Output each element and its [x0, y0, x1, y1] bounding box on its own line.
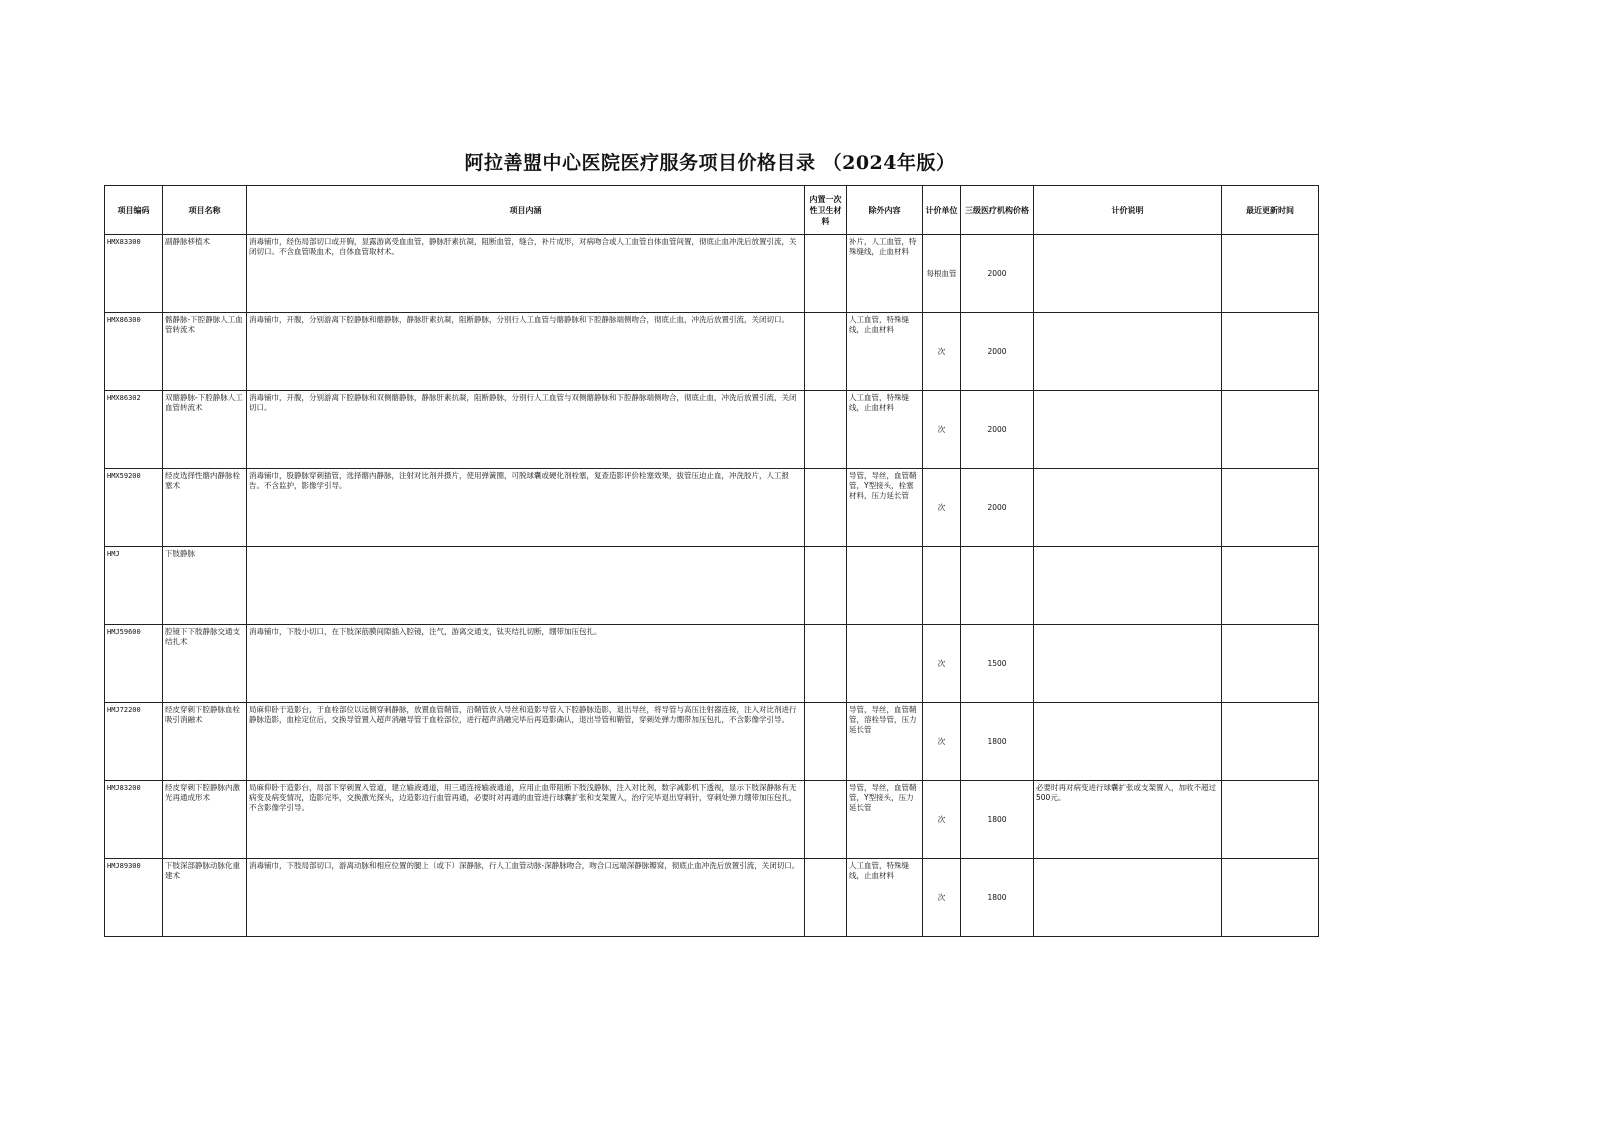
cell-excluded: 人工血管，特殊缝线，止血材料 — [847, 859, 923, 937]
cell-unit — [923, 547, 961, 625]
cell-code: HMJ59600 — [105, 625, 163, 703]
cell-unit: 次 — [923, 469, 961, 547]
cell-excluded — [847, 547, 923, 625]
cell-updated — [1222, 469, 1319, 547]
cell-name: 腔镜下下肢静脉交通支结扎术 — [163, 625, 247, 703]
cell-note — [1034, 235, 1222, 313]
cell-price: 1500 — [961, 625, 1034, 703]
table-row — [105, 235, 1319, 313]
cell-name: 下肢静脉 — [163, 547, 247, 625]
cell-included — [805, 469, 847, 547]
cell-content: 局麻仰卧于造影台，局部下穿刺置入管道，建立输液通道，用三通连接输液通道，应用止血带阻断下肢浅静脉，注入对比剂，数字减影机下透视，显示下肢深静脉有无病变及病变情况，造影完毕，交换激光探头，边造影边行血管再通，必要时对再通的血管进行球囊扩张和支架置入，治疗完毕退出穿刺针，穿刺处弹力绷带加压包扎，不含影像学引导。 — [247, 781, 805, 859]
cell-included — [805, 703, 847, 781]
cell-updated — [1222, 703, 1319, 781]
cell-excluded — [847, 625, 923, 703]
cell-excluded: 导管，导丝，血管鞘管，Y型接头，压力延长管 — [847, 781, 923, 859]
header-updated: 最近更新时间 — [1222, 186, 1319, 235]
table-row — [105, 781, 1319, 859]
cell-included — [805, 235, 847, 313]
cell-code: HMX86302 — [105, 391, 163, 469]
cell-name: 髂静脉-下腔静脉人工血管转流术 — [163, 313, 247, 391]
cell-excluded: 导管，导丝，血管鞘管，Y型接头，栓塞材料，压力延长管 — [847, 469, 923, 547]
cell-updated — [1222, 391, 1319, 469]
table-row — [105, 313, 1319, 391]
cell-updated — [1222, 313, 1319, 391]
cell-updated — [1222, 781, 1319, 859]
table-body — [105, 235, 1319, 937]
header-price: 三级医疗机构价格 — [961, 186, 1034, 235]
cell-unit: 次 — [923, 781, 961, 859]
cell-note — [1034, 703, 1222, 781]
header-name: 项目名称 — [163, 186, 247, 235]
cell-included — [805, 391, 847, 469]
cell-content: 局麻仰卧于造影台，于血栓部位以远侧穿刺静脉，放置血管鞘管，沿鞘管放入导丝和造影导管入下腔静脉造影，退出导丝，将导管与高压注射器连接，注入对比剂进行静脉造影，血栓定位后，交换导管置入超声消融导管于血栓部位，进行超声消融完毕后再造影确认，退出导管和鞘管，穿刺处弹力绷带加压包扎，不含影像学引导。 — [247, 703, 805, 781]
cell-unit: 次 — [923, 625, 961, 703]
document-title: 阿拉善盟中心医院医疗服务项目价格目录 （2024年版） — [464, 152, 956, 174]
table-row — [105, 625, 1319, 703]
cell-code: HMX59200 — [105, 469, 163, 547]
cell-code: HMX83300 — [105, 235, 163, 313]
cell-content: 消毒铺巾，开腹，分别游离下腔静脉和双侧髂静脉，静脉肝素抗凝，阻断静脉，分别行人工血管与双侧髂静脉和下腔静脉端侧吻合，彻底止血，冲洗后放置引流，关闭切口。 — [247, 391, 805, 469]
cell-updated — [1222, 859, 1319, 937]
cell-note — [1034, 391, 1222, 469]
header-content: 项目内涵 — [247, 186, 805, 235]
cell-code: HMJ83200 — [105, 781, 163, 859]
cell-updated — [1222, 625, 1319, 703]
table-row — [105, 859, 1319, 937]
cell-name: 副静脉移植术 — [163, 235, 247, 313]
cell-content: 消毒铺巾，下肢局部切口，游离动脉和相应位置的腿上（或下）深静脉，行人工血管动脉-深静脉吻合，吻合口远端深静脉瓣窝，彻底止血冲洗后放置引流，关闭切口。 — [247, 859, 805, 937]
cell-name: 经皮穿刺下腔静脉内激光再通成形术 — [163, 781, 247, 859]
cell-excluded: 补片，人工血管，特殊缝线，止血材料 — [847, 235, 923, 313]
table-row — [105, 703, 1319, 781]
cell-updated — [1222, 547, 1319, 625]
cell-unit: 每根血管 — [923, 235, 961, 313]
cell-content: 消毒铺巾，经伤局部切口或开胸，显露游离受血血管，静脉肝素抗凝，阻断血管，缝合，补片成形，对病吻合或人工血管自体血管间置，彻底止血冲洗后放置引流，关闭切口。不含血管吸血术，自体血管取材术。 — [247, 235, 805, 313]
cell-included — [805, 859, 847, 937]
header-code: 项目编码 — [105, 186, 163, 235]
cell-included — [805, 625, 847, 703]
table-row — [105, 469, 1319, 547]
cell-code: HMX86300 — [105, 313, 163, 391]
cell-content — [247, 547, 805, 625]
cell-code: HMJ — [105, 547, 163, 625]
cell-code: HMJ72200 — [105, 703, 163, 781]
cell-price: 2000 — [961, 313, 1034, 391]
cell-name: 下肢深部静脉动脉化重建术 — [163, 859, 247, 937]
cell-price: 2000 — [961, 235, 1034, 313]
cell-price: 1800 — [961, 781, 1034, 859]
cell-unit: 次 — [923, 859, 961, 937]
cell-name: 经皮选择性髂内静脉栓塞术 — [163, 469, 247, 547]
cell-note — [1034, 547, 1222, 625]
cell-content: 消毒铺巾，股静脉穿刺插管，选择髂内静脉，注射对比剂并摄片，使用弹簧圈，可脱球囊或硬化剂栓塞，复查造影评价栓塞效果，拔管压迫止血，冲洗胶片，人工报告。不含监护，影像学引导。 — [247, 469, 805, 547]
cell-price — [961, 547, 1034, 625]
cell-code: HMJ89300 — [105, 859, 163, 937]
cell-note — [1034, 859, 1222, 937]
cell-price: 1800 — [961, 703, 1034, 781]
cell-updated — [1222, 235, 1319, 313]
table-header — [105, 186, 1319, 235]
cell-included — [805, 781, 847, 859]
cell-content: 消毒铺巾，开腹，分别游离下腔静脉和髂静脉，静脉肝素抗凝，阻断静脉，分别行人工血管与髂静脉和下腔静脉端侧吻合，彻底止血，冲洗后放置引流，关闭切口。 — [247, 313, 805, 391]
cell-name: 双髂静脉-下腔静脉人工血管转流术 — [163, 391, 247, 469]
header-unit: 计价单位 — [923, 186, 961, 235]
cell-price: 2000 — [961, 391, 1034, 469]
cell-note — [1034, 469, 1222, 547]
table-row — [105, 391, 1319, 469]
cell-note — [1034, 313, 1222, 391]
cell-content: 消毒铺巾，下肢小切口，在下肢深筋膜间隙插入腔镜，注气，游离交通支，钛夹结扎切断，绷带加压包扎。 — [247, 625, 805, 703]
cell-price: 1800 — [961, 859, 1034, 937]
header-included: 内置一次性卫生材料 — [805, 186, 847, 235]
cell-unit: 次 — [923, 391, 961, 469]
cell-included — [805, 547, 847, 625]
cell-included — [805, 313, 847, 391]
header-note: 计价说明 — [1034, 186, 1222, 235]
header-excluded: 除外内容 — [847, 186, 923, 235]
cell-excluded: 人工血管，特殊缝线，止血材料 — [847, 313, 923, 391]
cell-price: 2000 — [961, 469, 1034, 547]
cell-excluded: 人工血管，特殊缝线，止血材料 — [847, 391, 923, 469]
price-table — [104, 185, 1319, 937]
cell-note — [1034, 625, 1222, 703]
table-row — [105, 547, 1319, 625]
cell-excluded: 导管，导丝，血管鞘管，溶栓导管，压力延长管 — [847, 703, 923, 781]
cell-note: 必要时再对病变进行球囊扩张或支架置入，加收不超过500元。 — [1034, 781, 1222, 859]
cell-name: 经皮穿刺下腔静脉血栓吸引消融术 — [163, 703, 247, 781]
cell-unit: 次 — [923, 703, 961, 781]
cell-unit: 次 — [923, 313, 961, 391]
